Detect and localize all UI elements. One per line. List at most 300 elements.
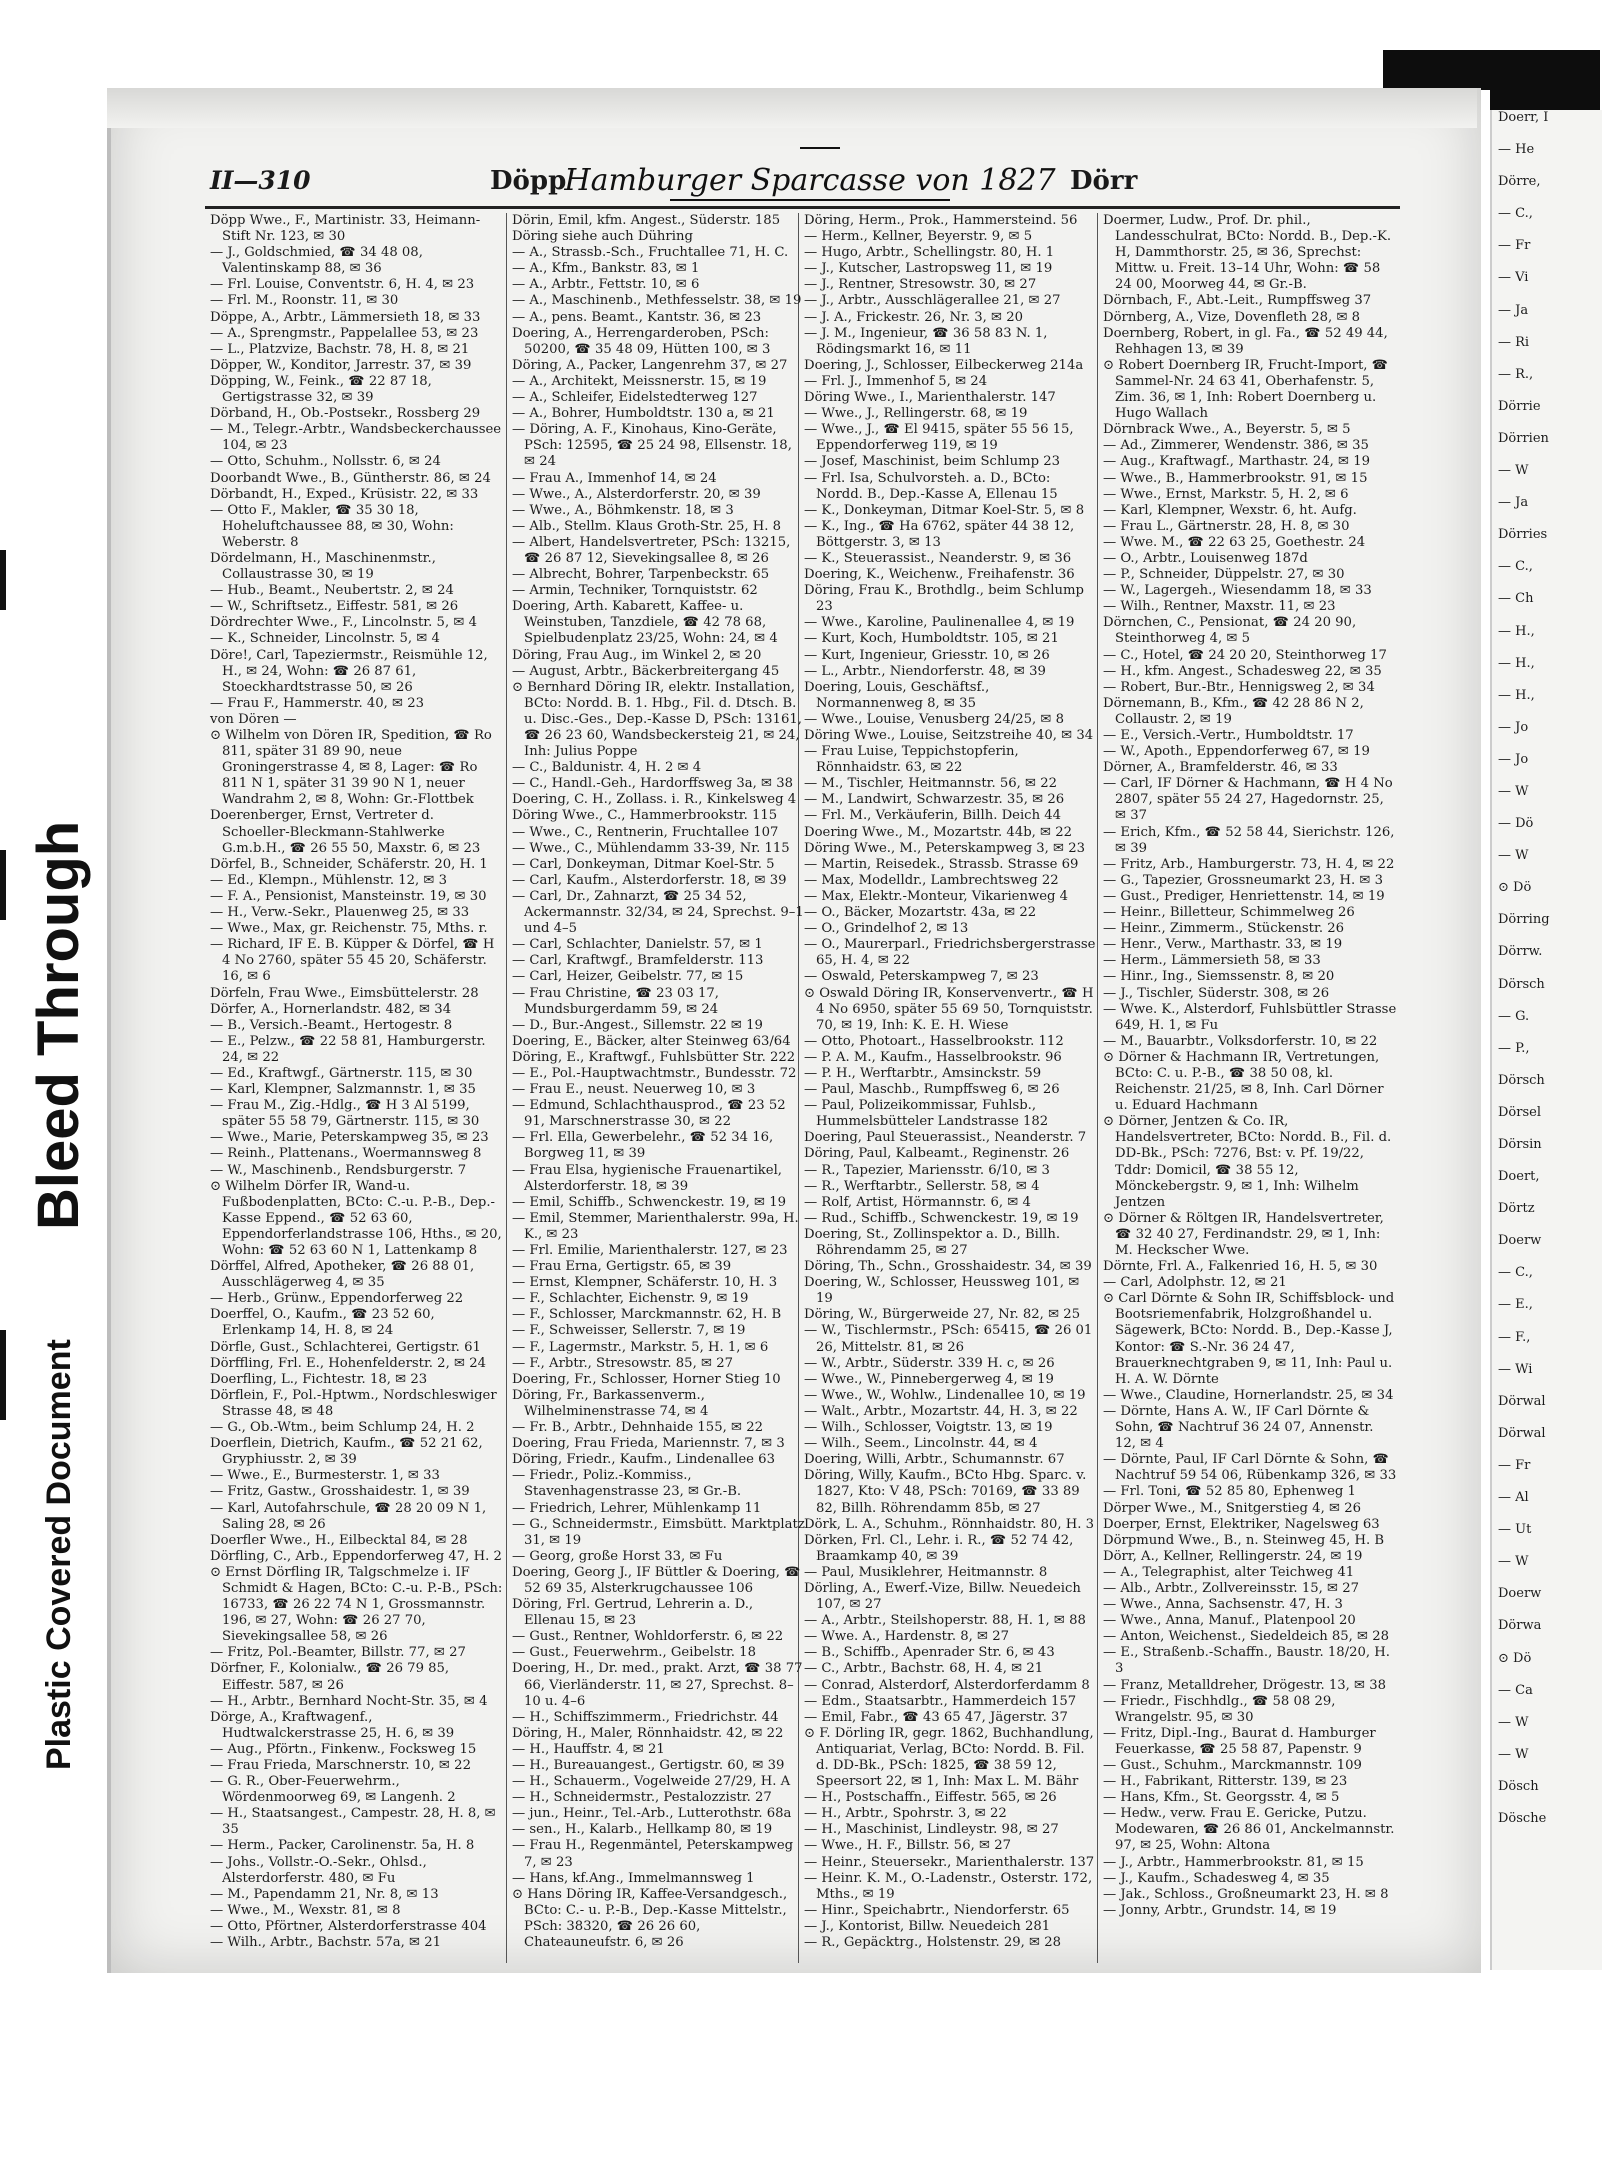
directory-entry: — Wwe., Ernst, Markstr. 5, H. 2, ✉ 6: [1103, 486, 1349, 502]
directory-entry: Döring, Th., Schn., Grosshaidestr. 34, ✉ 39: [804, 1259, 1092, 1275]
directory-entry: — Erich, Kfm., ☎ 52 58 44, Sierichstr. 126, ✉ 39: [1103, 824, 1395, 856]
facing-page-line: — C.,: [1498, 559, 1533, 575]
directory-entry: — Frau Elsa, hygienische Frauenartikel, Alsterdorferstr. 18, ✉ 39: [512, 1162, 782, 1194]
facing-page-line: — H.,: [1498, 655, 1535, 671]
directory-entry: — A., Arbtr., Steilshoperstr. 88, H. 1, ✉ 88: [804, 1613, 1086, 1629]
facing-page-line: Dörring: [1498, 912, 1550, 928]
directory-entry: — Frau Christine, ☎ 23 03 17, Mundsburgerdamm 59, ✉ 24: [512, 985, 719, 1017]
facing-page-line: — W: [1498, 1554, 1529, 1570]
directory-entry: ⊙ Hans Döring IR, Kaffee-Versandgesch., BCto: C.- u. P.-B., Dep.-Kasse Mittelstr., PSch: 38320, ☎ 26 26 60, Chateauneufstr. 6, ✉ 26: [512, 1886, 788, 1951]
directory-entry: — Ed., Kraftwgf., Gärtnerstr. 115, ✉ 30: [210, 1065, 473, 1081]
directory-entry: — W., Maschinenb., Rendsburgerstr. 7: [210, 1162, 467, 1178]
directory-entry: — M., Telegr.-Arbtr., Wandsbeckerchaussee 104, ✉ 23: [210, 422, 502, 454]
facing-page-line: — Fr: [1498, 1457, 1531, 1473]
directory-entry: — Wwe., Anna, Sachsenstr. 47, H. 3: [1103, 1597, 1343, 1613]
directory-entry: — Frl. M., Verkäuferin, Billh. Deich 44: [804, 808, 1062, 824]
facing-page-fragments: [1492, 110, 1602, 1827]
directory-entry: Döring, Frau K., Brothdlg., beim Schlump 23: [804, 583, 1084, 615]
directory-entry: — Armin, Techniker, Tornquiststr. 62: [512, 583, 758, 599]
directory-entry: Doernberg, Robert, in gl. Fa., ☎ 52 49 44, Rehhagen 13, ✉ 39: [1103, 325, 1388, 357]
directory-entry: — Karl, Klempner, Wexstr. 6, ht. Aufg.: [1103, 502, 1357, 518]
directory-entry: Dörner, A., Bramfelderstr. 46, ✉ 33: [1103, 760, 1338, 776]
directory-entry: — Ernst, Klempner, Schäferstr. 10, H. 3: [512, 1275, 778, 1291]
directory-entry: — H., Schauerm., Vogelweide 27/29, H. A: [512, 1774, 791, 1790]
facing-page-line: — Jo: [1498, 751, 1529, 767]
directory-entry: ⊙ Ernst Dörfling IR, Talgschmelze i. IF Schmidt & Hagen, BCto: C.-u. P.-B., PSch: 16733, ☎ 26 22 74 N 1, Grossmannstr. 196, ✉ 27, Wohn: ☎ 26 27 70, Sievekingsallee 58, ✉ 26: [210, 1564, 503, 1645]
directory-entry: — Heinr., Billetteur, Schimmelweg 26: [1103, 905, 1355, 921]
directory-entry: — Edmund, Schlachthausprod., ☎ 23 52 91, Marschnerstrasse 30, ✉ 22: [512, 1098, 786, 1130]
directory-entry: — L., Platzvize, Bachstr. 78, H. 8, ✉ 21: [210, 341, 470, 357]
directory-entry: — H., Maschinist, Lindleystr. 98, ✉ 27: [804, 1822, 1059, 1838]
directory-entry: — M., Tischler, Heitmannstr. 56, ✉ 22: [804, 776, 1058, 792]
directory-entry: Dörnchen, C., Pensionat, ☎ 24 20 90, Steinthorweg 4, ✉ 5: [1103, 615, 1357, 647]
directory-entry: Dörr, A., Kellner, Rellingerstr. 24, ✉ 19: [1103, 1548, 1363, 1564]
directory-entry: — Reinh., Plattenans., Woermannsweg 8: [210, 1146, 482, 1162]
directory-entry: Dörfer, A., Hornerlandstr. 482, ✉ 34: [210, 1001, 452, 1017]
directory-entry: — Oswald, Peterskampweg 7, ✉ 23: [804, 969, 1039, 985]
directory-entry: — Carl, Kaufm., Alsterdorferstr. 18, ✉ 39: [512, 872, 787, 888]
directory-entry: — Wwe., C., Rentnerin, Fruchtallee 107: [512, 824, 779, 840]
facing-page-line: Dörsch: [1498, 1072, 1545, 1088]
directory-entry: Doorbandt Wwe., B., Güntherstr. 86, ✉ 24: [210, 470, 491, 486]
directory-entry: — Wwe. M., ☎ 22 63 25, Goethestr. 24: [1103, 534, 1366, 550]
directory-entry: Dörnbrack Wwe., A., Beyerstr. 5, ✉ 5: [1103, 422, 1351, 438]
directory-entry: — Otto, Pförtner, Alsterdorferstrasse 404: [210, 1918, 487, 1934]
directory-entry: — Albert, Handelsvertreter, PSch: 13215, ☎ 26 87 12, Sievekingsallee 8, ✉ 26: [512, 534, 791, 566]
directory-entry: ⊙ Bernhard Döring IR, elektr. Installation, BCto: Nordd. B. 1. Hbg., Fil. d. Dtsch. B. u. Disc.-Ges., Dep.-Kasse D, PSch: 13161, ☎ 26 23 60, Wandsbeckersteig 21, ✉ 24, Inh: Julius Poppe: [512, 679, 802, 760]
directory-entry: — Wwe., Louise, Venusberg 24/25, ✉ 8: [804, 711, 1065, 727]
directory-entry: Döring, Friedr., Kaufm., Lindenallee 63: [512, 1452, 775, 1468]
directory-entry: — Jonny, Arbtr., Grundstr. 14, ✉ 19: [1103, 1902, 1337, 1918]
directory-entry: — Frau M., Zig.-Hdlg., ☎ H 3 Al 5199, später 55 58 79, Gärtnerstr. 115, ✉ 30: [210, 1098, 480, 1130]
facing-page-line: Dörrien: [1498, 430, 1549, 446]
directory-entry: — Carl, Donkeyman, Ditmar Koel-Str. 5: [512, 856, 775, 872]
logo-text: Hamburger Sparcasse von 1827: [564, 163, 1056, 198]
directory-entry: — Wilh., Schlosser, Voigtstr. 13, ✉ 19: [804, 1420, 1053, 1436]
directory-entry: — H., Staatsangest., Campestr. 28, H. 8, ✉ 35: [210, 1806, 496, 1838]
directory-entry: — A., Arbtr., Fettstr. 10, ✉ 6: [512, 277, 700, 293]
directory-entry: Döring, Frau Aug., im Winkel 2, ✉ 20: [512, 647, 762, 663]
directory-entry: — H., Arbtr., Spohrstr. 3, ✉ 22: [804, 1806, 1007, 1822]
directory-entry: Dörflein, F., Pol.-Hptwm., Nordschleswiger Strasse 48, ✉ 48: [210, 1387, 497, 1419]
directory-entry: — Wwe., J., ☎ El 9415, später 55 56 15, Eppendorferweg 119, ✉ 19: [804, 422, 1074, 454]
directory-entry: — H., Bureauangest., Gertigstr. 60, ✉ 39: [512, 1758, 785, 1773]
directory-entry: — Emil, Schiffb., Schwenckestr. 19, ✉ 19: [512, 1194, 787, 1210]
directory-entry: — F., Schweisser, Sellerstr. 7, ✉ 19: [512, 1323, 746, 1339]
column-divider: [506, 213, 507, 1963]
directory-entry: — Aug., Pförtn., Finkenw., Focksweg 15: [210, 1741, 477, 1757]
directory-entry: Döring Wwe., M., Peterskampweg 3, ✉ 23: [804, 840, 1086, 856]
directory-entry: — Martin, Reisedek., Strassb. Strasse 69: [804, 856, 1079, 872]
directory-entry: Doering, E., Bäcker, alter Steinweg 63/64: [512, 1033, 791, 1049]
directory-entry: — E., Straßenb.-Schaffn., Baustr. 18/20, H. 3: [1103, 1645, 1390, 1677]
directory-entry: — J. A., Frickestr. 26, Nr. 3, ✉ 20: [804, 309, 1024, 325]
directory-entry: — Fr. B., Arbtr., Dehnhaide 155, ✉ 22: [512, 1420, 763, 1436]
directory-entry: — jun., Heinr., Tel.-Arb., Lutterothstr. 68a: [512, 1806, 792, 1822]
directory-entry: ⊙ Carl Dörnte & Sohn IR, Schiffsblock- und Bootsriemenfabrik, Holzgroßhandel u. Sägewerk, BCto: Nordd. B., Dep.-Kasse J, Kontor: ☎ S.-Nr. 36 24 47, Brauerknechtgraben 9, ✉ 11, Inh: Paul u. H. A. W. Dörnte: [1103, 1291, 1395, 1387]
directory-entry: — Conrad, Alsterdorf, Alsterdorferdamm 8: [804, 1677, 1090, 1693]
edge-mark: [0, 550, 6, 610]
directory-entry: Döring, E., Kraftwgf., Fuhlsbütter Str. 222: [512, 1049, 796, 1065]
facing-page-line: — C.,: [1498, 1265, 1533, 1281]
directory-entry: — sen., H., Kalarb., Hellkamp 80, ✉ 19: [512, 1822, 773, 1838]
directory-entry: — Otto, Photoart., Hasselbrookstr. 112: [804, 1033, 1064, 1049]
directory-entry: Döring, H., Maler, Rönnhaidstr. 42, ✉ 22: [512, 1725, 784, 1741]
facing-page-line: — R.,: [1498, 366, 1534, 382]
directory-entry: — Max, Modelldr., Lambrechtsweg 22: [804, 872, 1059, 888]
directory-entry: — M., Bauarbtr., Volksdorferstr. 10, ✉ 22: [1103, 1033, 1378, 1049]
directory-entry: — Karl, Klempner, Salzmannstr. 1, ✉ 35: [210, 1082, 476, 1098]
directory-entry: — H., Postschaffn., Eiffestr. 565, ✉ 26: [804, 1790, 1057, 1806]
directory-entry: — Paul, Maschb., Rumpffsweg 6, ✉ 26: [804, 1082, 1060, 1098]
directory-entry: — Kurt, Koch, Humboldtstr. 105, ✉ 21: [804, 631, 1059, 647]
facing-page-line: Dörsch: [1498, 976, 1545, 992]
directory-entry: — K., Ing., ☎ Ha 6762, später 44 38 12, Böttgerstr. 3, ✉ 13: [804, 518, 1075, 550]
directory-entry: — Fritz, Gastw., Grosshaidestr. 1, ✉ 39: [210, 1484, 470, 1500]
directory-entry: — Herm., Packer, Carolinenstr. 5a, H. 8: [210, 1838, 475, 1854]
directory-entry: Dörbandt, H., Exped., Krüsistr. 22, ✉ 33: [210, 486, 479, 502]
facing-page-line: Dörwal: [1498, 1425, 1546, 1441]
directory-entry: — Fritz, Dipl.-Ing., Baurat d. Hamburger Feuerkasse, ☎ 25 58 87, Papenstr. 9: [1103, 1725, 1376, 1757]
directory-entry: Doering, Georg J., IF Büttler & Doering, ☎ 52 69 35, Alsterkrugchaussee 106: [512, 1564, 801, 1596]
directory-entry: Dörnemann, B., Kfm., ☎ 42 28 86 N 2, Collaustr. 2, ✉ 19: [1103, 695, 1364, 727]
directory-entry: — Frau H., Regenmäntel, Peterskampweg 7, ✉ 23: [512, 1838, 794, 1870]
facing-page-line: — W: [1498, 1714, 1529, 1730]
directory-entry: — Dörnte, Paul, IF Carl Dörnte & Sohn, ☎ Nachtruf 59 54 06, Rübenkamp 326, ✉ 33: [1103, 1452, 1397, 1484]
directory-entry: — Wilh., Rentner, Maxstr. 11, ✉ 23: [1103, 599, 1336, 615]
directory-entry: ⊙ Dörner & Röltgen IR, Handelsvertreter, ☎ 32 40 27, Ferdinandstr. 29, ✉ 1, Inh: M. Heckscher Wwe.: [1103, 1210, 1384, 1258]
directory-entry: — Karl, Autofahrschule, ☎ 28 20 09 N 1, Saling 28, ✉ 26: [210, 1500, 487, 1532]
facing-page-edge: [1490, 110, 1602, 1970]
directory-entry: — Johs., Vollstr.-O.-Sekr., Ohlsd., Alsterdorferstr. 480, ✉ Fu: [210, 1854, 427, 1886]
facing-page-line: Dörsel: [1498, 1104, 1541, 1120]
directory-entry: — H., Verw.-Sekr., Plauenweg 25, ✉ 33: [210, 905, 470, 921]
directory-entry: — Herb., Grünw., Eppendorferweg 22: [210, 1291, 464, 1307]
directory-entry: — Gust., Prediger, Henriettenstr. 14, ✉ 19: [1103, 888, 1385, 904]
directory-entry: — Frl. Louise, Conventstr. 6, H. 4, ✉ 23: [210, 277, 475, 293]
directory-entry: — Wwe., Claudine, Hornerlandstr. 25, ✉ 34: [1103, 1387, 1394, 1403]
directory-entry: — K., Donkeyman, Ditmar Koel-Str. 5, ✉ 8: [804, 502, 1085, 518]
directory-entry: Dörnbach, F., Abt.-Leit., Rumpffsweg 37: [1103, 293, 1372, 309]
facing-page-line: — W: [1498, 1746, 1529, 1762]
directory-entry: — Alb., Arbtr., Zollvereinsstr. 15, ✉ 27: [1103, 1580, 1360, 1596]
directory-entry: — Dörnte, Hans A. W., IF Carl Dörnte & Sohn, ☎ Nachtruf 36 24 07, Annenstr. 12, ✉ 4: [1103, 1403, 1374, 1452]
directory-entry: — Döring, A. F., Kinohaus, Kino-Geräte, PSch: 12595, ☎ 25 24 98, Ellsenstr. 18, ✉ 24: [512, 422, 792, 470]
facing-page-line: Dörsin: [1498, 1137, 1542, 1152]
page-shadow: [107, 88, 1477, 128]
bleed-through-label: Bleed Through: [26, 820, 91, 1230]
header-last-word: Dörr: [1070, 166, 1138, 196]
facing-page-line: — W: [1498, 463, 1529, 479]
directory-entry: — Frl. Ella, Gewerbelehr., ☎ 52 34 16, Borgweg 11, ✉ 39: [512, 1130, 774, 1162]
facing-page-line: Dörries: [1498, 527, 1548, 543]
directory-entry: — Otto F., Makler, ☎ 35 30 18, Hoheluftchaussee 88, ✉ 30, Wohn: Weberstr. 8: [210, 502, 454, 550]
directory-entry: Döring, Frl. Gertrud, Lehrerin a. D., Ellenau 15, ✉ 23: [512, 1597, 754, 1629]
directory-entry: Doerper, Ernst, Elektriker, Nagelsweg 63: [1103, 1516, 1380, 1532]
directory-entry: Dörling, A., Ewerf.-Vize, Billw. Neuedeich 107, ✉ 27: [804, 1580, 1081, 1613]
directory-entry: — P. A. M., Kaufm., Hasselbrookstr. 96: [804, 1049, 1062, 1065]
directory-entry: — G., Schneidermstr., Eimsbütt. Marktplatz 31, ✉ 19: [512, 1516, 805, 1548]
directory-entry: Döring, A., Packer, Langenrehm 37, ✉ 27: [512, 357, 788, 373]
directory-entry: Dörnte, Frl. A., Falkenried 16, H. 5, ✉ 30: [1103, 1259, 1378, 1275]
directory-entry: — A., Strassb.-Sch., Fruchtallee 71, H. C.: [512, 245, 789, 261]
directory-entry: — Kurt, Ingenieur, Griesstr. 10, ✉ 26: [804, 647, 1050, 663]
directory-entry: — Walt., Arbtr., Mozartstr. 44, H. 3, ✉ 22: [804, 1403, 1078, 1419]
directory-entry: Döring siehe auch Dühring: [512, 229, 693, 245]
facing-page-line: Dörwal: [1498, 1393, 1546, 1409]
directory-entry: ⊙ Dörner, Jentzen & Co. IR, Handelsvertreter, BCto: Nordd. B., Fil. d. DD-Bk., PSch: 7276, Bst: v. Pf. 19/22, Tddr: Domicil, ☎ 38 55 12, Mönckebergstr. 9, ✉ 1, Inh: Wilhelm Jentzen: [1103, 1114, 1392, 1210]
directory-entry: — H., kfm. Angest., Schadesweg 22, ✉ 35: [1103, 663, 1382, 679]
directory-entry: — Frau F., Hammerstr. 40, ✉ 23: [210, 695, 425, 711]
directory-entry: — R., Tapezier, Mariensstr. 6/10, ✉ 3: [804, 1162, 1050, 1178]
directory-entry: — Wwe., J., Rellingerstr. 68, ✉ 19: [804, 406, 1028, 422]
directory-entry: — P. H., Werftarbtr., Amsinckstr. 59: [804, 1065, 1042, 1081]
directory-entry: Döring Wwe., I., Marienthalerstr. 147: [804, 390, 1056, 406]
directory-entry: — Wwe., W., Wohlw., Lindenallee 10, ✉ 19: [804, 1387, 1086, 1403]
facing-page-line: — Ca: [1498, 1682, 1533, 1698]
directory-entry: — Anton, Weichenst., Siedeldeich 85, ✉ 28: [1103, 1629, 1390, 1645]
facing-page-line: Doerr, I: [1498, 110, 1549, 125]
directory-entry: — Paul, Musiklehrer, Heitmannstr. 8: [804, 1564, 1048, 1580]
directory-entry: Dörin, Emil, kfm. Angest., Süderstr. 185: [512, 213, 781, 228]
directory-entry: — Friedr., Fischhdlg., ☎ 58 08 29, Wrangelstr. 95, ✉ 30: [1103, 1693, 1336, 1725]
directory-entry: Doering, J., Schlosser, Eilbeckerweg 214a: [804, 357, 1084, 373]
directory-entry: Doering, A., Herrengarderoben, PSch: 50200, ☎ 35 48 09, Hütten 100, ✉ 3: [512, 325, 771, 357]
directory-entry: — A., Sprengmstr., Pappelallee 53, ✉ 23: [210, 325, 479, 341]
directory-entry: — Gust., Schuhm., Marckmannstr. 109: [1103, 1758, 1362, 1773]
directory-entry: — W., Arbtr., Süderstr. 339 H. c, ✉ 26: [804, 1355, 1055, 1371]
directory-entry: Döring, Paul, Kalbeamt., Reginenstr. 26: [804, 1146, 1070, 1162]
directory-entry: — Friedrich, Lehrer, Mühlenkamp 11: [512, 1500, 762, 1516]
directory-entry: — Carl, Heizer, Geibelstr. 77, ✉ 15: [512, 969, 744, 985]
directory-entry: — G., Ob.-Wtm., beim Schlump 24, H. 2: [210, 1420, 475, 1436]
facing-page-line: — He: [1498, 142, 1535, 158]
facing-page-line: — Al: [1498, 1490, 1529, 1506]
directory-entry: — Carl, Schlachter, Danielstr. 57, ✉ 1: [512, 937, 763, 953]
directory-entry: — F., Schlachter, Eichenstr. 9, ✉ 19: [512, 1291, 749, 1307]
directory-entry: — Frl. M., Roonstr. 11, ✉ 30: [210, 293, 399, 309]
facing-page-line: Dösche: [1498, 1810, 1547, 1826]
directory-entry: — Fritz, Pol.-Beamter, Billstr. 77, ✉ 27: [210, 1645, 466, 1661]
directory-entry: — Frl. Isa, Schulvorsteh. a. D., BCto: Nordd. B., Dep.-Kasse A, Ellenau 15: [804, 470, 1058, 502]
directory-entry: Döring, Willy, Kaufm., BCto Hbg. Sparc. v. 1827, Kto: V 48, PSch: 70169, ☎ 33 89 82, Billh. Röhrendamm 85b, ✉ 27: [804, 1468, 1087, 1516]
directory-entry: Doerfler Wwe., H., Eilbecktal 84, ✉ 28: [210, 1532, 468, 1548]
directory-entry: — Henr., Verw., Marthastr. 33, ✉ 19: [1103, 937, 1343, 953]
directory-entry: — H., Schneidermstr., Pestalozzistr. 27: [512, 1790, 772, 1806]
directory-entry: — M., Landwirt, Schwarzestr. 35, ✉ 26: [804, 792, 1065, 808]
directory-entry: — Wwe., Karoline, Paulinenallee 4, ✉ 19: [804, 615, 1075, 631]
directory-entry: — Richard, IF E. B. Küpper & Dörfel, ☎ H 4 No 2760, später 55 45 20, Schäferstr. 16, ✉ 6: [210, 937, 495, 985]
directory-entry: Dörfling, C., Arb., Eppendorferweg 47, H. 2: [210, 1548, 502, 1564]
directory-entry: — Paul, Polizeikommissar, Fuhlsb., Hummelsbütteler Landstrasse 182: [804, 1098, 1049, 1130]
directory-entry: — Frl. Emilie, Marienthalerstr. 127, ✉ 23: [512, 1243, 788, 1258]
directory-entry: — L., Arbtr., Niendorferstr. 48, ✉ 39: [804, 663, 1046, 679]
directory-entry: Doering, Paul Steuerassist., Neanderstr. 7: [804, 1130, 1087, 1146]
directory-entry: Dörfel, B., Schneider, Schäferstr. 20, H. 1: [210, 856, 488, 872]
directory-entry: Doering, St., Zollinspektor a. D., Billh. Röhrendamm 25, ✉ 27: [804, 1226, 1061, 1258]
directory-entry: — J., Goldschmied, ☎ 34 48 08, Valentinskamp 88, ✉ 36: [210, 245, 423, 277]
directory-entry: — E., Pol.-Hauptwachtmstr., Bundesstr. 72: [512, 1065, 797, 1081]
facing-page-line: ⊙ Dö: [1498, 880, 1532, 896]
directory-entry: — B., Schiffb., Apenrader Str. 6, ✉ 43: [804, 1645, 1055, 1661]
directory-entry: — Ad., Zimmerer, Wendenstr. 386, ✉ 35: [1103, 438, 1369, 454]
directory-entry: — W., Lagergeh., Wiesendamm 18, ✉ 33: [1103, 583, 1372, 599]
directory-entry: — Friedr., Poliz.-Kommiss., Stavenhagenstrasse 23, ✉ Gr.-B.: [512, 1468, 742, 1500]
directory-entry: — J., Rentner, Stresowstr. 30, ✉ 27: [804, 277, 1037, 293]
directory-entry: — Wilh., Arbtr., Bachstr. 57a, ✉ 21: [210, 1935, 441, 1951]
directory-column-3: [804, 213, 1099, 1951]
directory-entry: von Dören —: [210, 711, 297, 727]
directory-entry: — C., Handl.-Geh., Hardorffsweg 3a, ✉ 38: [512, 776, 794, 792]
directory-entry: ⊙ F. Dörling IR, gegr. 1862, Buchhandlung, Antiquariat, Verlag, BCto: Nordd. B. Fil. d. DD-Bk., PSch: 1825, ☎ 38 59 12, Speersort 22, ✉ 1, Inh: Max L. M. Bähr: [804, 1725, 1094, 1790]
directory-entry: — Max, Elektr.-Monteur, Vikarienweg 4: [804, 888, 1069, 904]
facing-page-line: — E.,: [1498, 1297, 1533, 1313]
directory-entry: — Frl. J., Immenhof 5, ✉ 24: [804, 373, 988, 389]
facing-page-line: — Jo: [1498, 719, 1529, 735]
directory-entry: — Franz, Metalldreher, Drögestr. 13, ✉ 38: [1103, 1677, 1387, 1693]
facing-page-line: — W: [1498, 848, 1529, 864]
directory-entry: Dörfeln, Frau Wwe., Eimsbüttelerstr. 28: [210, 985, 479, 1001]
directory-entry: — Frau Luise, Teppichstopferin, Rönnhaidstr. 63, ✉ 22: [804, 744, 1019, 776]
directory-entry: ⊙ Wilhelm von Dören IR, Spedition, ☎ Ro 811, später 31 89 90, neue Groningerstrasse 4, ✉ 8, Lager: ☎ Ro 811 N 1, später 31 39 90 N 1, neuer Wandrahm 2, ✉ 8, Wohn: Gr.-Flottbek: [210, 728, 492, 808]
facing-page-line: — Ut: [1498, 1522, 1532, 1538]
directory-entry: Döpp Wwe., F., Martinistr. 33, Heimann-Stift Nr. 123, ✉ 30: [210, 213, 481, 245]
directory-entry: — Frau L., Gärtnerstr. 28, H. 8, ✉ 30: [1103, 518, 1350, 534]
edge-mark: [0, 1330, 6, 1420]
page-number: II—310: [210, 166, 311, 195]
directory-entry: Döring, W., Bürgerweide 27, Nr. 82, ✉ 25: [804, 1307, 1081, 1323]
directory-entry: — Frau A., Immenhof 14, ✉ 24: [512, 470, 717, 486]
directory-entry: — Carl, IF Dörner & Hachmann, ☎ H 4 No 2807, später 55 24 27, Hagedornstr. 25, ✉ 37: [1103, 776, 1393, 824]
directory-entry: — Otto, Schuhm., Nollsstr. 6, ✉ 24: [210, 454, 441, 470]
directory-entry: — Fritz, Arb., Hamburgerstr. 73, H. 4, ✉ 22: [1103, 856, 1395, 872]
directory-entry: — Wwe., A., Böhmkenstr. 18, ✉ 3: [512, 502, 734, 518]
facing-page-line: — Ja: [1498, 302, 1529, 318]
directory-entry: — G. R., Ober-Feuerwehrm., Wördenmoorweg 69, ✉ Langenh. 2: [210, 1774, 456, 1806]
directory-entry: — W., Apoth., Eppendorferweg 67, ✉ 19: [1103, 744, 1370, 760]
directory-entry: — W., Tischlermstr., PSch: 65415, ☎ 26 01 26, Mittelstr. 81, ✉ 26: [804, 1323, 1093, 1355]
facing-page-line: — H.,: [1498, 623, 1535, 639]
directory-entry: — Wwe., Anna, Manuf., Platenpool 20: [1103, 1613, 1356, 1629]
directory-entry: Doering, C. H., Zollass. i. R., Kinkelsweg 4: [512, 792, 797, 808]
facing-page-line: — Ri: [1498, 334, 1530, 350]
directory-entry: — Ed., Klempn., Mühlenstr. 12, ✉ 3: [210, 872, 448, 888]
directory-entry: — Heinr., Zimmerm., Stückenstr. 26: [1103, 921, 1344, 937]
directory-entry: Doerenberger, Ernst, Vertreter d. Schoeller-Bleckmann-Stahlwerke G.m.b.H., ☎ 26 55 50, Maxstr. 6, ✉ 23: [210, 808, 481, 856]
facing-page-line: Doerw: [1498, 1233, 1542, 1249]
directory-entry: — J. M., Ingenieur, ☎ 36 58 83 N. 1, Rödingsmarkt 16, ✉ 11: [804, 325, 1048, 357]
facing-page-line: Doerw: [1498, 1586, 1542, 1602]
directory-entry: — Alb., Stellm. Klaus Groth-Str. 25, H. 8: [512, 518, 782, 534]
directory-entry: ⊙ Wilhelm Dörfer IR, Wand-u. Fußbodenplatten, BCto: C.-u. P.-B., Dep.-Kasse Eppend., ☎ 52 63 60, Eppendorferlandstrasse 106, Hths., ✉ 20, Wohn: ☎ 52 63 60 N 1, Lattenkamp 8: [210, 1178, 502, 1258]
directory-entry: — Wwe., A., Alsterdorferstr. 20, ✉ 39: [512, 486, 761, 502]
directory-entry: — Hinr., Speichabrtr., Niendorferstr. 65: [804, 1902, 1070, 1918]
directory-entry: Dörfle, Gust., Schlachterei, Gertigstr. 61: [210, 1339, 481, 1355]
directory-entry: — R., Werftarbtr., Sellerstr. 58, ✉ 4: [804, 1178, 1040, 1194]
directory-entry: Dördrechter Wwe., F., Lincolnstr. 5, ✉ 4: [210, 615, 477, 631]
facing-page-line: Dösch: [1498, 1778, 1539, 1794]
directory-entry: — Frau E., neust. Neuerweg 10, ✉ 3: [512, 1082, 756, 1098]
directory-entry: — J., Kontorist, Billw. Neuedeich 281: [804, 1918, 1051, 1934]
directory-column-1: [210, 213, 505, 1951]
directory-entry: Doering, K., Weichenw., Freihafenstr. 36: [804, 567, 1075, 583]
directory-entry: — F., Arbtr., Stresowstr. 85, ✉ 27: [512, 1355, 733, 1371]
facing-page-line: Dörrie: [1498, 398, 1541, 414]
directory-entry: Dörffel, Alfred, Apotheker, ☎ 26 88 01, Ausschlägerweg 4, ✉ 35: [210, 1259, 475, 1291]
directory-entry: — Heinr. K. M., O.-Ladenstr., Osterstr. 172, Mths., ✉ 19: [804, 1870, 1093, 1902]
directory-entry: Doering, W., Schlosser, Heussweg 101, ✉ 19: [804, 1275, 1080, 1307]
directory-entry: Döring Wwe., C., Hammerbrookstr. 115: [512, 808, 778, 824]
directory-entry: — C., Arbtr., Bachstr. 68, H. 4, ✉ 21: [804, 1661, 1044, 1677]
directory-entry: Dörge, A., Kraftwagenf., Hudtwalckerstrasse 25, H. 6, ✉ 39: [210, 1709, 455, 1741]
directory-entry: — Josef, Maschinist, beim Schlump 23: [804, 454, 1061, 470]
directory-entry: — Robert, Bur.-Btr., Hennigsweg 2, ✉ 34: [1103, 679, 1375, 695]
directory-entry: Doering, Frau Frieda, Mariennstr. 7, ✉ 3: [512, 1436, 785, 1452]
directory-entry: — O., Bäcker, Mozartstr. 43a, ✉ 22: [804, 905, 1037, 921]
directory-entry: — Albrecht, Bohrer, Tarpenbeckstr. 65: [512, 567, 770, 583]
directory-entry: Dörpmund Wwe., B., n. Steinweg 45, H. B: [1103, 1532, 1385, 1548]
directory-entry: — Wwe., Marie, Peterskampweg 35, ✉ 23: [210, 1130, 489, 1146]
directory-entry: — Heinr., Steuersekr., Marienthalerstr. 137: [804, 1854, 1095, 1870]
directory-entry: — G., Tapezier, Grossneumarkt 23, H. ✉ 3: [1103, 872, 1384, 888]
directory-entry: — J., Arbtr., Hammerbrookstr. 81, ✉ 15: [1103, 1854, 1364, 1870]
directory-entry: Döring Wwe., Louise, Seitzstreihe 40, ✉ 34: [804, 728, 1094, 743]
directory-entry: — Wwe. A., Hardenstr. 8, ✉ 27: [804, 1629, 1010, 1645]
facing-page-line: — Vi: [1498, 270, 1529, 286]
directory-entry: — K., Steuerassist., Neanderstr. 9, ✉ 36: [804, 550, 1072, 566]
directory-entry: — Wwe., W., Pinnebergerweg 4, ✉ 19: [804, 1371, 1054, 1387]
facing-page-line: Dörtz: [1498, 1201, 1535, 1217]
directory-entry: — Georg, große Horst 33, ✉ Fu: [512, 1548, 723, 1564]
directory-entry: — H., Fabrikant, Ritterstr. 139, ✉ 23: [1103, 1774, 1348, 1790]
directory-entry: — August, Arbtr., Bäckerbreitergang 45: [512, 663, 780, 679]
directory-entry: — F., Schlosser, Marckmannstr. 62, H. B: [512, 1307, 782, 1323]
directory-entry: Döpper, W., Konditor, Jarrestr. 37, ✉ 39: [210, 357, 472, 373]
directory-entry: — O., Maurerparl., Friedrichsbergerstrasse 65, H. 4, ✉ 22: [804, 937, 1096, 969]
facing-page-line: ⊙ Dö: [1498, 1650, 1532, 1666]
directory-entry: — E., Pelzw., ☎ 22 58 81, Hamburgerstr. 24, ✉ 22: [210, 1033, 486, 1065]
directory-entry: — Carl, Kraftwgf., Bramfelderstr. 113: [512, 953, 764, 969]
directory-entry: — Gust., Feuerwehrm., Geibelstr. 18: [512, 1645, 756, 1661]
directory-entry: — Wwe., Max, gr. Reichenstr. 75, Mths. r.: [210, 921, 488, 937]
directory-entry: — J., Kaufm., Schadesweg 4, ✉ 35: [1103, 1870, 1330, 1886]
directory-entry: Doermer, Ludw., Prof. Dr. phil., Landesschulrat, BCto: Nordd. B., Dep.-K. H, Dammthorstr. 25, ✉ 36, Sprechst: Mittw. u. Freit. 13–14 Uhr, Wohn: ☎ 58 24 00, Moorweg 44, ✉ Gr.-B.: [1103, 213, 1392, 293]
directory-entry: — Wwe., B., Hammerbrookstr. 91, ✉ 15: [1103, 470, 1368, 486]
directory-entry: ⊙ Dörner & Hachmann IR, Vertretungen, BCto: C. u. P.-B., ☎ 38 50 08, kl. Reichenstr. 21/25, ✉ 8, Inh. Carl Dörner u. Eduard Hachmann: [1103, 1049, 1384, 1114]
directory-entry: — Wwe., H. F., Billstr. 56, ✉ 27: [804, 1838, 1011, 1854]
directory-entry: — R., Gepäcktrg., Holstenstr. 29, ✉ 28: [804, 1935, 1062, 1951]
directory-entry: — Jak., Schloss., Großneumarkt 23, H. ✉ 8: [1103, 1886, 1389, 1902]
directory-entry: — Edm., Staatsarbtr., Hammerdeich 157: [804, 1693, 1077, 1709]
directory-entry: ⊙ Robert Doernberg IR, Frucht-Import, ☎ Sammel-Nr. 24 63 41, Oberhafenstr. 5, Zim. 36, ✉ 1, Inh: Robert Doernberg u. Hugo Wallach: [1103, 357, 1389, 422]
directory-entry: — Hans, kf.Ang., Immelmannsweg 1: [512, 1870, 755, 1886]
directory-entry: — A., Telegraphist, alter Teichweg 41: [1103, 1564, 1355, 1580]
facing-page-line: Dörwa: [1498, 1618, 1542, 1634]
directory-entry: — Hans, Kfm., St. Georgsstr. 4, ✉ 5: [1103, 1790, 1340, 1806]
edge-mark: [0, 850, 6, 920]
directory-entry: — A., Schleifer, Eidelstedterweg 127: [512, 390, 758, 406]
directory-entry: Doering, Arth. Kabarett, Kaffee- u. Weinstuben, Tanzdiele, ☎ 42 78 68, Spielbudenplatz 23/25, Wohn: 24, ✉ 4: [512, 599, 778, 647]
directory-entry: — F., Lagermstr., Markstr. 5, H. 1, ✉ 6: [512, 1339, 769, 1355]
directory-entry: — H., Arbtr., Bernhard Nocht-Str. 35, ✉ 4: [210, 1693, 488, 1709]
directory-entry: Dördelmann, H., Maschinenmstr., Collaustrasse 30, ✉ 19: [210, 550, 436, 583]
directory-entry: — Wwe., M., Wexstr. 81, ✉ 8: [210, 1902, 401, 1918]
directory-entry: Döpping, W., Feink., ☎ 22 87 18, Gertigstrasse 32, ✉ 39: [210, 373, 432, 406]
directory-entry: — C., Baldunistr. 4, H. 2 ✉ 4: [512, 760, 702, 776]
facing-page-line: — G.: [1498, 1008, 1530, 1024]
directory-entry: — W., Schriftsetz., Eiffestr. 581, ✉ 26: [210, 599, 459, 615]
directory-entry: — F. A., Pensionist, Mansteinstr. 19, ✉ 30: [210, 888, 487, 904]
